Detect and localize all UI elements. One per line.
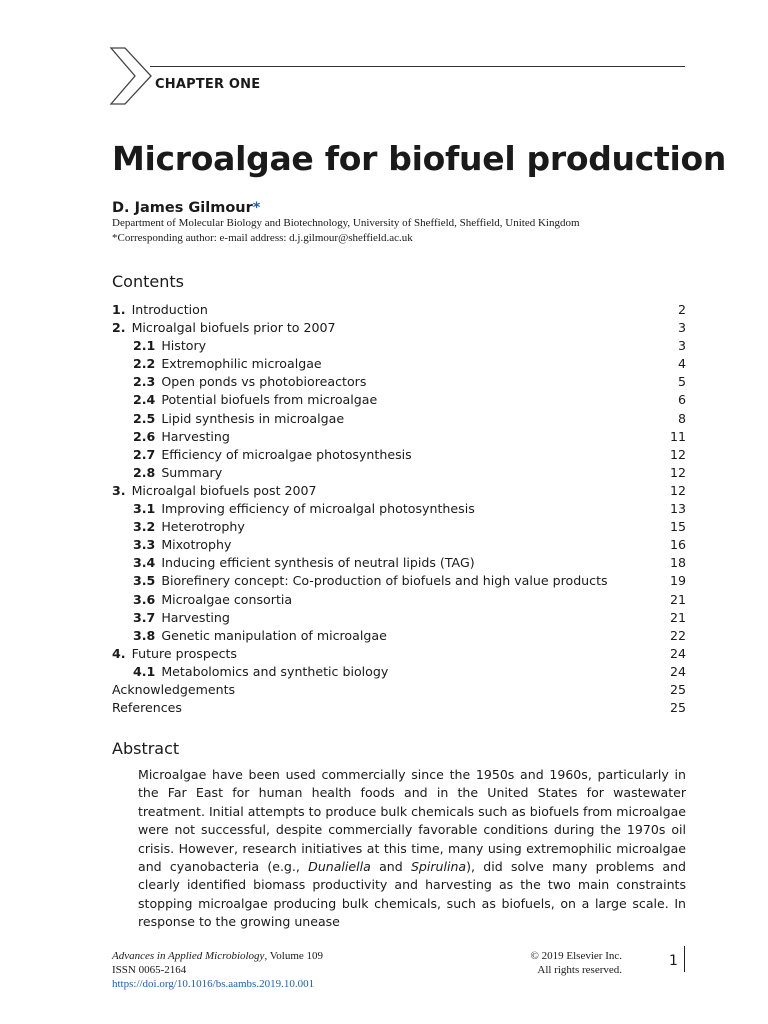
toc-entry-page: 21 [669, 609, 686, 625]
copyright: © 2019 Elsevier Inc. [530, 950, 622, 962]
toc-entry[interactable] [112, 591, 686, 609]
toc-entry-page: 8 [677, 410, 686, 426]
toc-entry-page: 25 [669, 700, 686, 716]
toc-entry[interactable] [112, 373, 686, 391]
toc-entry[interactable] [112, 337, 686, 355]
toc-entry[interactable] [112, 609, 686, 627]
toc-entry-number: 3.4 [133, 555, 156, 571]
toc-entry-page: 25 [669, 681, 686, 697]
abstract-text [138, 766, 686, 932]
toc-entry-page: 12 [669, 464, 686, 480]
toc-entry-page: 18 [669, 555, 686, 571]
toc-entry-title: Mixotrophy [161, 537, 232, 553]
toc-entry-title: Acknowledgements [112, 681, 236, 697]
toc-entry-title: Efficiency of microalgae photosynthesis [161, 446, 412, 462]
toc-entry[interactable] [112, 428, 686, 446]
toc-entry-number: 3.2 [133, 519, 156, 535]
toc-entry[interactable] [112, 663, 686, 681]
toc-entry-page: 2 [677, 302, 686, 317]
toc-entry-page: 24 [669, 663, 686, 679]
toc-entry[interactable] [112, 627, 686, 645]
chapter-arrow-icon [109, 46, 153, 108]
toc-entry-page: 12 [669, 482, 686, 498]
toc-entry-number: 2. [112, 320, 126, 336]
toc-entry-title: Harvesting [161, 428, 230, 444]
toc-entry-title: References [112, 700, 182, 716]
toc-entry[interactable] [112, 536, 686, 554]
toc-entry-number: 2.1 [133, 338, 156, 354]
copyright-block [500, 949, 622, 977]
toc-entry-page: 22 [669, 627, 686, 643]
toc-entry-number: 2.8 [133, 464, 156, 480]
toc-entry-page: 4 [677, 356, 686, 372]
toc-entry-title: Microalgal biofuels post 2007 [131, 482, 317, 498]
toc-entry-title: Potential biofuels from microalgae [161, 392, 378, 408]
toc-entry[interactable] [112, 645, 686, 663]
journal-name: Advances in Applied Microbiology [112, 950, 265, 962]
chapter-title: Microalgae for biofuel production [112, 139, 727, 178]
corresponding-marker[interactable]: * [252, 200, 261, 216]
toc-entry-number: 3. [112, 482, 126, 498]
toc-entry-number: 4. [112, 645, 126, 661]
contents-heading: Contents [112, 272, 184, 291]
toc-entry[interactable] [112, 355, 686, 373]
toc-entry-number: 3.3 [133, 537, 156, 553]
chapter-rule [150, 66, 685, 67]
toc-entry-page: 15 [669, 519, 686, 535]
species-name: Spirulina [410, 859, 467, 875]
toc-entry[interactable] [112, 572, 686, 590]
author-affiliation: Department of Molecular Biology and Biotechnology, University of Sheffield, Sheffield, United Kingdom [112, 217, 580, 229]
table-of-contents [112, 301, 686, 717]
toc-entry-page: 21 [669, 591, 686, 607]
abstract-fragment: and [370, 859, 411, 875]
toc-entry-number: 3.5 [133, 573, 156, 589]
toc-entry-title: Microalgae consortia [161, 591, 293, 607]
doi-link[interactable]: https://doi.org/10.1016/bs.aambs.2019.10.001 [112, 978, 315, 990]
toc-entry-number: 4.1 [133, 663, 156, 679]
toc-entry-title: Biorefinery concept: Co-production of biofuels and high value products [161, 573, 608, 589]
abstract-fragment: Microalgae have been used commercially since the 1950s and 1960s, particularly in the Far East for human health foods and in the United States for wastewater treatment. Initial attempts to produce bulk chemicals such as biofuels from microalgae were not successful, despite commercially favorable conditions during the 1970s oil crisis. However, research initiatives at this time, many using extremophilic microalgae and cyanobacteria (e.g., [138, 767, 686, 875]
toc-entry-title: Extremophilic microalgae [161, 356, 322, 372]
rights-reserved: All rights reserved. [537, 964, 622, 976]
toc-entry[interactable] [112, 446, 686, 464]
toc-entry[interactable] [112, 500, 686, 518]
toc-entry-title: Summary [161, 464, 223, 480]
toc-entry-page: 13 [669, 501, 686, 517]
journal-citation [112, 949, 323, 963]
toc-entry-page: 11 [669, 428, 686, 444]
author-name: D. James Gilmour [112, 200, 253, 216]
toc-entry-title: Lipid synthesis in microalgae [161, 410, 345, 426]
toc-entry-title: Genetic manipulation of microalgae [161, 627, 387, 643]
toc-entry-number: 1. [112, 302, 126, 317]
toc-entry-title: Harvesting [161, 609, 230, 625]
toc-entry-number: 2.4 [133, 392, 156, 408]
toc-entry[interactable] [112, 681, 686, 699]
toc-entry-number: 2.6 [133, 428, 156, 444]
toc-entry-number: 3.7 [133, 609, 156, 625]
toc-entry[interactable] [112, 699, 686, 717]
toc-entry[interactable] [112, 482, 686, 500]
toc-entry-title: Microalgal biofuels prior to 2007 [131, 320, 336, 336]
toc-entry-title: Inducing efficient synthesis of neutral lipids (TAG) [161, 555, 475, 571]
author-line [112, 200, 260, 216]
toc-entry[interactable] [112, 410, 686, 428]
species-name: Dunaliella [308, 859, 371, 875]
toc-entry-title: Metabolomics and synthetic biology [161, 663, 389, 679]
toc-entry-number: 3.6 [133, 591, 156, 607]
toc-entry-number: 3.8 [133, 627, 156, 643]
toc-entry-number: 3.1 [133, 501, 156, 517]
toc-entry-page: 5 [677, 374, 686, 390]
toc-entry-number: 2.7 [133, 446, 156, 462]
toc-entry-page: 6 [677, 392, 686, 408]
page-number-rule [684, 946, 685, 972]
toc-entry-number: 2.3 [133, 374, 156, 390]
toc-entry-title: History [161, 338, 207, 354]
page-number: 1 [669, 953, 678, 969]
corresponding-author: *Corresponding author: e-mail address: d.j.gilmour@sheffield.ac.uk [112, 232, 413, 244]
toc-entry-page: 3 [677, 338, 686, 354]
toc-entry[interactable] [112, 518, 686, 536]
journal-info [112, 949, 323, 991]
toc-entry-page: 24 [669, 645, 686, 661]
toc-entry-title: Improving efficiency of microalgal photosynthesis [161, 501, 475, 517]
toc-entry-page: 3 [677, 320, 686, 336]
chapter-label: CHAPTER ONE [155, 77, 261, 92]
toc-entry-title: Heterotrophy [161, 519, 245, 535]
toc-entry[interactable] [112, 391, 686, 409]
toc-entry[interactable] [112, 464, 686, 482]
toc-entry-title: Introduction [131, 302, 208, 317]
toc-entry-page: 16 [669, 537, 686, 553]
toc-entry[interactable] [112, 319, 686, 337]
toc-entry[interactable] [112, 554, 686, 572]
abstract-fragment: ), did solve many problems and clearly identified biomass productivity and harvesting as the two main constraints stopping microalgae producing bulk chemicals, such as biofuels, on a large scale. In response to the growing unease [138, 859, 686, 930]
journal-issn: ISSN 0065-2164 [112, 964, 187, 976]
toc-entry-page: 12 [669, 446, 686, 462]
toc-entry-number: 2.5 [133, 410, 156, 426]
journal-volume: , Volume 109 [264, 950, 324, 962]
toc-entry-title: Future prospects [131, 645, 237, 661]
toc-entry-page: 19 [669, 573, 686, 589]
toc-entry-number: 2.2 [133, 356, 156, 372]
toc-entry[interactable] [112, 301, 686, 319]
abstract-heading: Abstract [112, 739, 180, 758]
toc-entry-title: Open ponds vs photobioreactors [161, 374, 367, 390]
